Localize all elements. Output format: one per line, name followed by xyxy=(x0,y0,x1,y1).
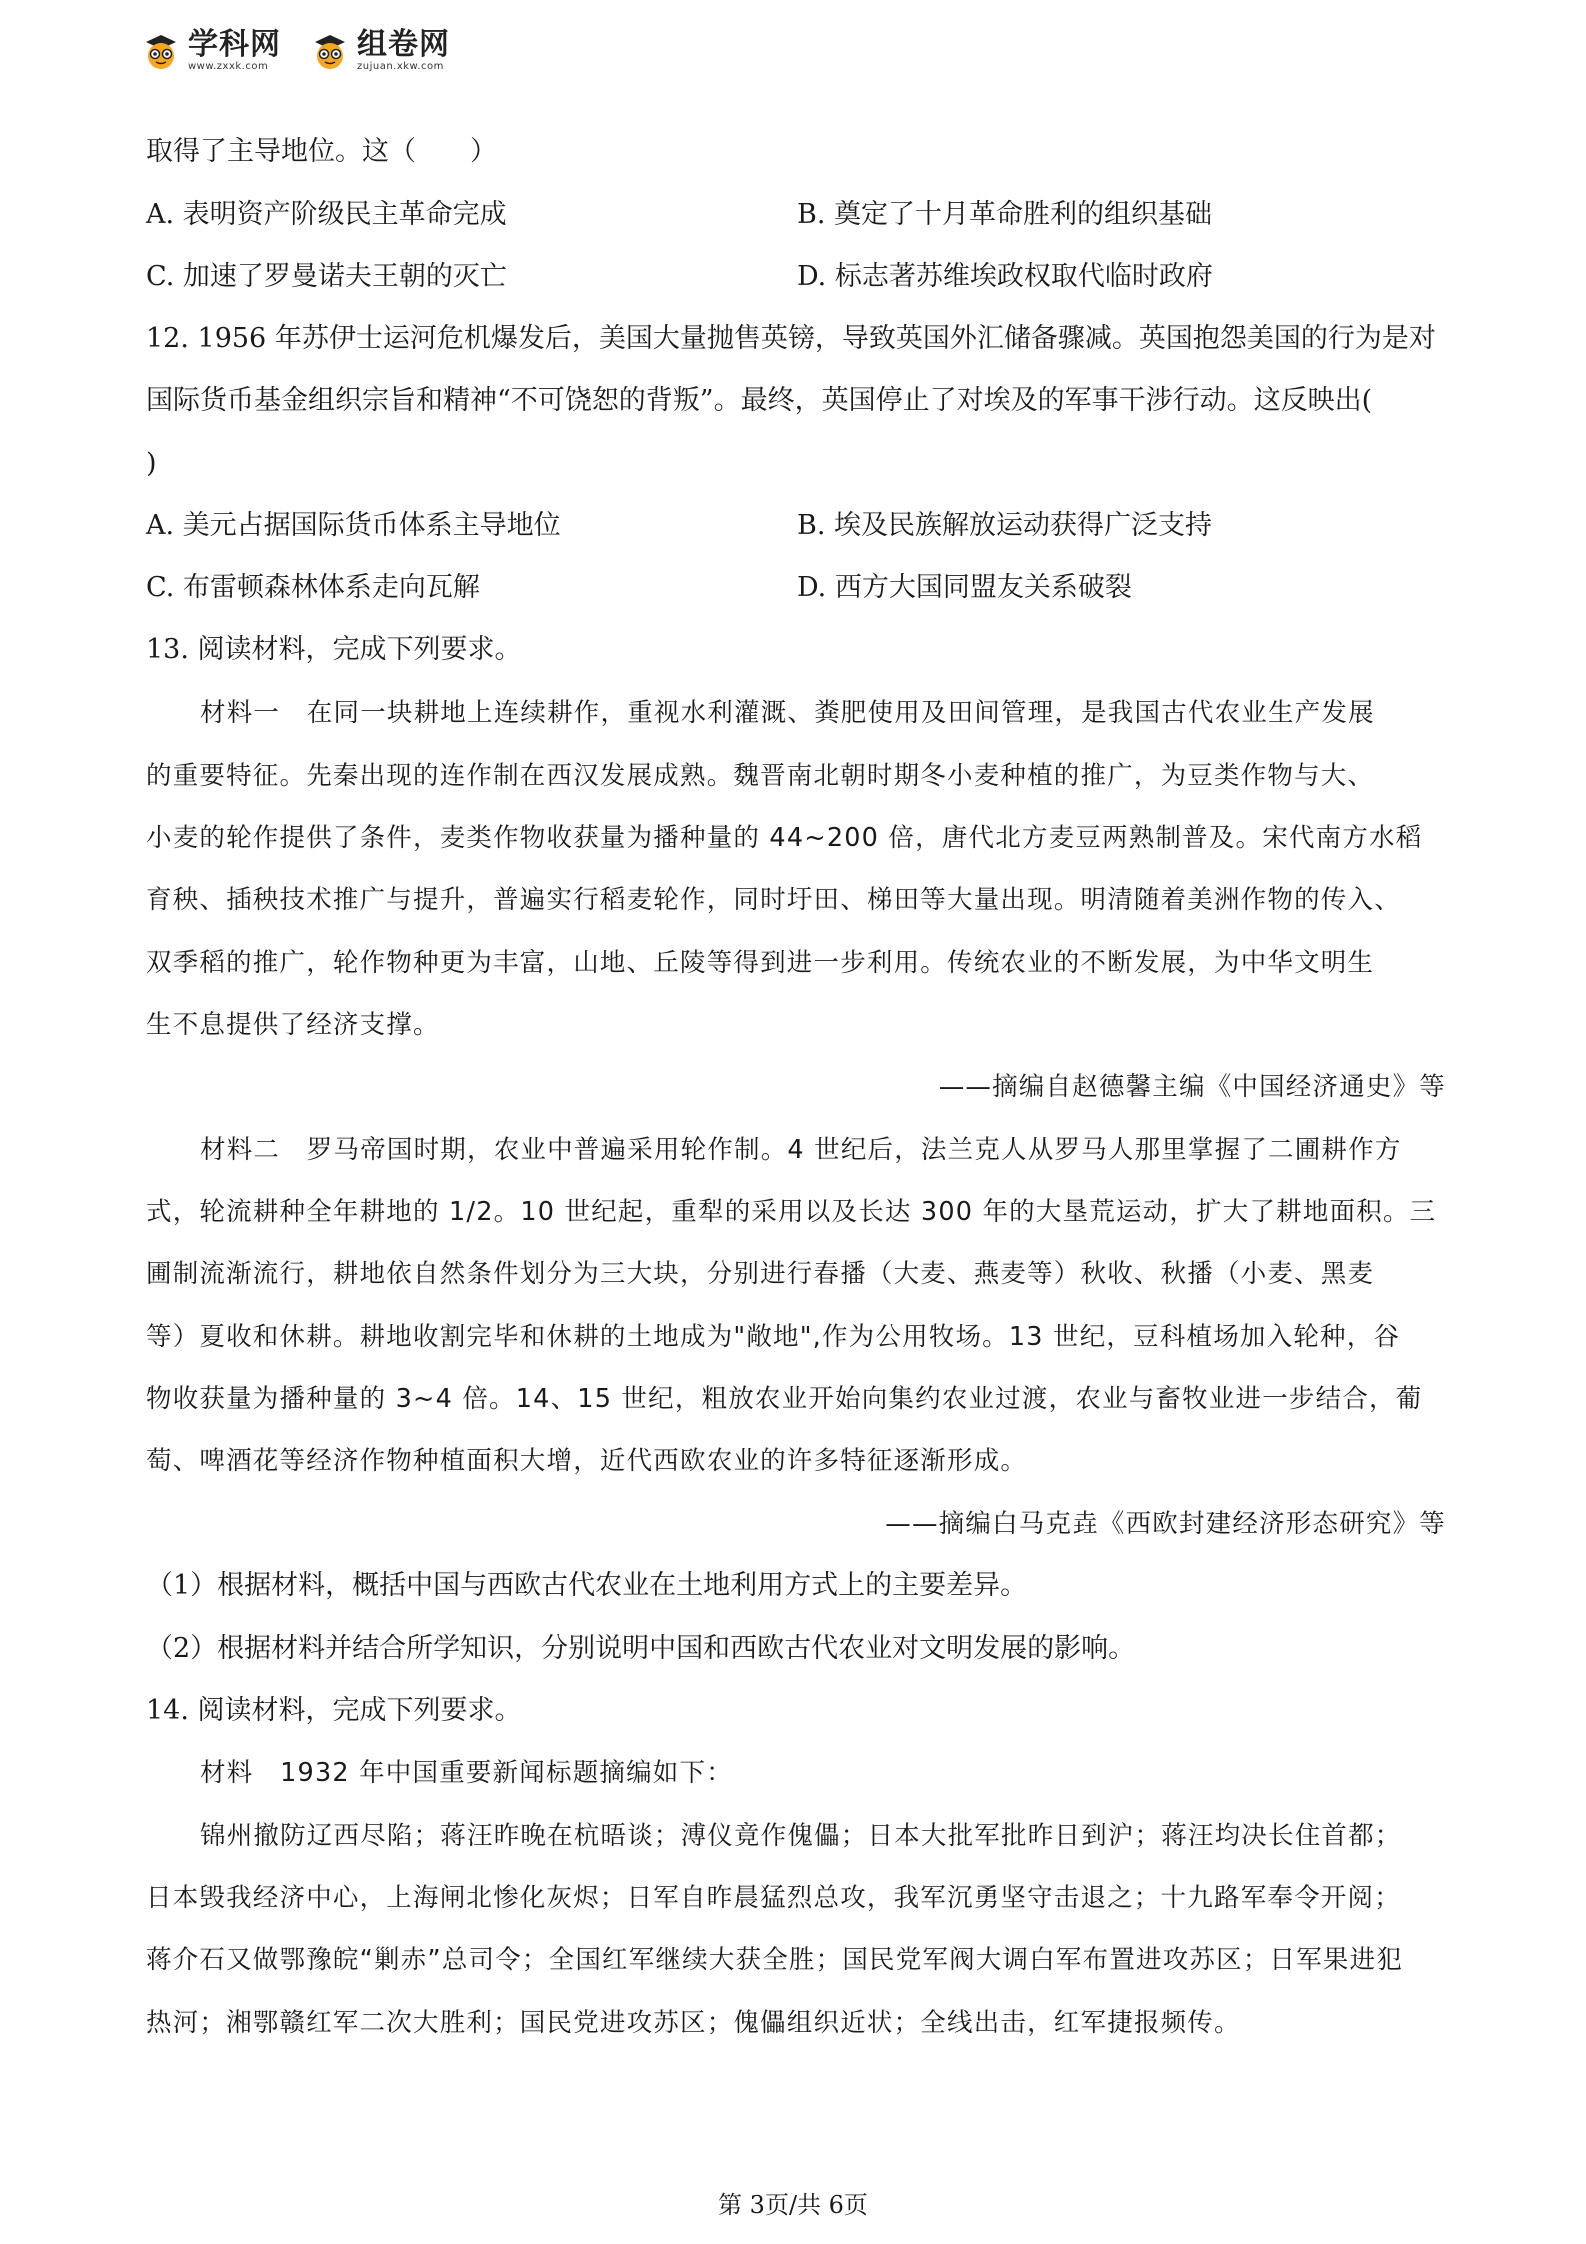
option-c: C. 加速了罗曼诺夫王朝的灭亡 xyxy=(146,261,507,292)
material-paragraph: 等）夏收和休耕。耕地收割完毕和休耕的土地成为"敞地",作为公用牧场。13 世纪，豆科植场加入轮种，谷 xyxy=(146,1322,1401,1352)
logo-name: 组卷网 xyxy=(357,27,450,62)
option-a: A. 美元占据国际货币体系主导地位 xyxy=(146,510,561,541)
question-text: 国际货币基金组织宗旨和精神“不可饶恕的背叛”。最终，英国停止了对埃及的军事干涉行动。这反映出( xyxy=(146,385,1373,416)
header-logos xyxy=(140,26,450,76)
material-paragraph: 双季稻的推广，轮作物种更为丰富，山地、丘陵等得到进一步利用。传统农业的不断发展，为中华文明生 xyxy=(146,948,1375,978)
sub-question: （2）根据材料并结合所学知识，分别说明中国和西欧古代农业对文明发展的影响。 xyxy=(146,1633,1136,1664)
mascot-logo-icon xyxy=(140,30,182,72)
option-a: A. 表明资产阶级民主革命完成 xyxy=(146,199,507,230)
material-paragraph: 物收获量为播种量的 3~4 倍。14、15 世纪，粗放农业开始向集约农业过渡，农业与畜牧业进一步结合，葡 xyxy=(146,1384,1423,1414)
sub-question: （1）根据材料，概括中国与西欧古代农业在土地利用方式上的主要差异。 xyxy=(146,1570,1028,1601)
question-text: 取得了主导地位。这（ ） xyxy=(146,136,497,167)
material-paragraph: 材料二 罗马帝国时期，农业中普遍采用轮作制。4 世纪后，法兰克人从罗马人那里掌握了二圃耕作方 xyxy=(200,1135,1402,1165)
material-paragraph: 小麦的轮作提供了条件，麦类作物收获量为播种量的 44~200 倍，唐代北方麦豆两熟制普及。宋代南方水稻 xyxy=(146,823,1423,853)
page-number: 第 3页/共 6页 xyxy=(718,2191,868,2219)
logo-xuekewang[interactable] xyxy=(140,27,281,72)
option-c: C. 布雷顿森林体系走向瓦解 xyxy=(146,572,480,603)
material-paragraph: 育秧、插秧技术推广与提升，普遍实行稻麦轮作，同时圩田、梯田等大量出现。明清随着美洲作物的传入、 xyxy=(146,885,1401,915)
question-heading: 14. 阅读材料，完成下列要求。 xyxy=(146,1695,522,1726)
question-text: ) xyxy=(146,448,157,479)
material-paragraph: 锦州撤防辽西尽陷；蒋汪昨晚在杭晤谈；溥仪竟作傀儡；日本大批军批昨日到沪；蒋汪均决长住首都； xyxy=(200,1821,1402,1851)
material-paragraph: 材料一 在同一块耕地上连续耕作，重视水利灌溉、粪肥使用及田间管理，是我国古代农业生产发展 xyxy=(200,698,1375,728)
question-text: 12. 1956 年苏伊士运河危机爆发后，美国大量抛售英镑，导致英国外汇储备骤减。英国抱怨美国的行为是对 xyxy=(146,323,1436,354)
option-b: B. 埃及民族解放运动获得广泛支持 xyxy=(797,510,1213,541)
material-source: ——摘编自赵德馨主编《中国经济通史》等 xyxy=(938,1072,1446,1102)
material-paragraph: 热河；湘鄂赣红军二次大胜利；国民党进攻苏区；傀儡组织近状；全线出击，红军捷报频传。 xyxy=(146,2008,1241,2038)
option-d: D. 西方大国同盟友关系破裂 xyxy=(797,572,1132,603)
logo-name: 学科网 xyxy=(188,27,281,62)
material-paragraph: 材料 1932 年中国重要新闻标题摘编如下： xyxy=(200,1758,733,1788)
question-heading: 13. 阅读材料，完成下列要求。 xyxy=(146,634,522,665)
material-paragraph: 蒋介石又做鄂豫皖“剿赤”总司令；全国红军继续大获全胜；国民党军阀大调白军布置进攻苏区；日军果进犯 xyxy=(146,1945,1404,1975)
material-paragraph: 圃制流渐流行，耕地依自然条件划分为三大块，分别进行春播（大麦、燕麦等）秋收、秋播（小麦、黑麦 xyxy=(146,1259,1375,1289)
logo-url: www.zxxk.com xyxy=(188,61,269,72)
material-paragraph: 生不息提供了经济支撑。 xyxy=(146,1010,440,1040)
logo-zujuanwang[interactable] xyxy=(309,27,450,72)
material-paragraph: 的重要特征。先秦出现的连作制在西汉发展成熟。魏晋南北朝时期冬小麦种植的推广，为豆类作物与大、 xyxy=(146,761,1375,791)
material-paragraph: 日本毁我经济中心，上海闸北惨化灰烬；日军自昨晨猛烈总攻，我军沉勇坚守击退之；十九路军奉令开阅； xyxy=(146,1883,1401,1913)
option-d: D. 标志著苏维埃政权取代临时政府 xyxy=(797,261,1213,292)
option-b: B. 奠定了十月革命胜利的组织基础 xyxy=(797,199,1213,230)
mascot-logo-icon xyxy=(309,30,351,72)
logo-url: zujuan.xkw.com xyxy=(357,61,444,72)
material-paragraph: 萄、啤酒花等经济作物种植面积大增，近代西欧农业的许多特征逐渐形成。 xyxy=(146,1446,1028,1476)
material-source: ——摘编白马克垚《西欧封建经济形态研究》等 xyxy=(885,1509,1446,1539)
material-paragraph: 式，轮流耕种全年耕地的 1/2。10 世纪起，重犁的采用以及长达 300 年的大垦荒运动，扩大了耕地面积。三 xyxy=(146,1197,1437,1227)
